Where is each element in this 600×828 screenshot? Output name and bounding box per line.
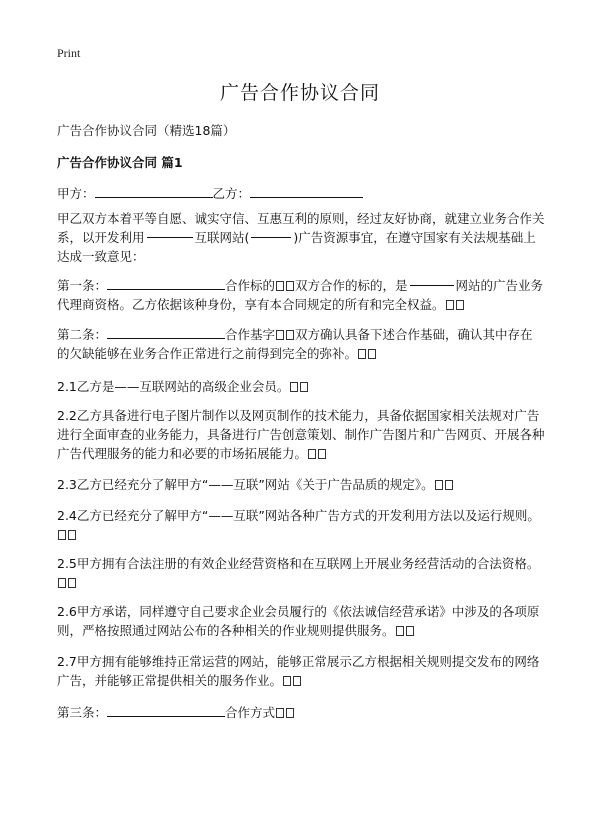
article-2-label: 第二条： (57, 327, 108, 342)
missing-glyph (406, 626, 414, 636)
section-heading: 广告合作协议合同 篇1 (57, 155, 183, 170)
clause-2-5-text: 2.5甲方拥有合法注册的有效企业经营资格和在互联网上开展业务经营活动的合法资格。 (57, 556, 540, 571)
missing-glyph (300, 382, 308, 392)
article-2-text-a: 合作基字 (225, 327, 276, 342)
missing-glyph (308, 449, 316, 459)
intro-paragraph (57, 209, 545, 266)
party-b-label: 乙方： (212, 186, 251, 201)
missing-glyph (368, 349, 376, 359)
party-b-blank (250, 185, 363, 198)
clause-2-6-text: 2.6甲方承诺，同样遵守自己要求企业会员履行的《依法诚信经营承诺》中涉及的各项原则，严格按照通过网站公布的各种相关的作业规则提供服务。 (57, 604, 540, 638)
missing-glyph (396, 626, 404, 636)
missing-glyph (286, 281, 294, 291)
clause-2-4-text: 2.4乙方已经充分了解甲方“——互联”网站各种广告方式的开发利用方法以及运行规则。 (57, 508, 540, 523)
clause-2-3-text: 2.3乙方已经充分了解甲方“——互联”网站《关于广告品质的规定》。 (57, 477, 434, 492)
article-1-text-a: 合作标的 (225, 278, 276, 293)
missing-glyph (276, 330, 284, 340)
clause-2-7-text: 2.7甲方拥有能够维持正常运营的网站，能够正常展示乙方根据相关规则提交发布的网络广告，并能够正常提供相关的服务作业。 (57, 654, 540, 688)
missing-glyph (358, 349, 366, 359)
intro-text-3: )广告资源事宜，在遵守国家有关法规基础上达成一致意见： (57, 230, 536, 264)
article-2-text-b: 双方确认具备下述合作基础，确认其中存在的欠缺能够在业务合作正常进行之前得到完全的弥补。 (57, 327, 533, 361)
missing-glyph (276, 708, 284, 718)
missing-glyph (446, 300, 454, 310)
missing-glyph (68, 530, 76, 540)
article-1-text-c: 网站的广告业务代理商资格。乙方依据该种身份，享有本合同规定的所有和完全权益。 (57, 278, 544, 312)
print-label[interactable]: Print (57, 46, 81, 60)
intro-text-2: 互联网站( (194, 230, 250, 245)
document-subtitle: 广告合作协议合同（精选18篇） (57, 123, 236, 138)
clause-2-2 (57, 406, 545, 463)
blank-dash (147, 237, 193, 238)
missing-glyph (293, 676, 301, 686)
missing-glyph (435, 480, 443, 490)
intro-text-1: 甲乙双方本着平等自愿、诚实守信、互惠互利的原则，经过友好协商，就建立业务合作关系，以开发利用 (57, 211, 545, 245)
missing-glyph (286, 708, 294, 718)
clause-2-2-text: 2.2乙方具备进行电子图片制作以及网页制作的技术能力，具备依据国家相关法规对广告进行全面审查的业务能力，具备进行广告创意策划、制作广告图片和广告网页、开展各种广告代理服务的能力和必要的市场拓展能力。 (57, 408, 545, 461)
party-line (57, 184, 363, 202)
missing-glyph (456, 300, 464, 310)
clause-2-1 (57, 377, 545, 396)
party-a-label: 甲方： (57, 186, 95, 201)
clause-2-5 (57, 554, 545, 592)
article-1-blank (107, 277, 225, 290)
article-2-paragraph (57, 325, 545, 363)
article-3-label: 第三条： (57, 705, 108, 720)
blank-dash (410, 285, 454, 286)
clause-2-1-text: 2.1乙方是——互联网站的高级企业会员。 (57, 379, 290, 394)
missing-glyph (283, 676, 291, 686)
article-1-text-b: 双方合作的标的，是 (295, 278, 408, 293)
missing-glyph (58, 578, 66, 588)
missing-glyph (318, 449, 326, 459)
clause-2-4 (57, 506, 545, 544)
party-a-blank (95, 185, 213, 198)
article-3-paragraph (57, 703, 545, 722)
missing-glyph (276, 281, 284, 291)
missing-glyph (68, 578, 76, 588)
page-title: 广告合作协议合同 (219, 82, 380, 104)
article-1-paragraph (57, 276, 545, 314)
clause-2-7 (57, 652, 545, 690)
article-2-blank (107, 326, 225, 339)
article-3-blank (107, 704, 225, 717)
clause-2-6 (57, 602, 545, 640)
missing-glyph (290, 382, 298, 392)
article-3-text-a: 合作方式 (225, 705, 276, 720)
clause-2-3 (57, 475, 545, 494)
missing-glyph (286, 330, 294, 340)
article-1-label: 第一条： (57, 278, 108, 293)
missing-glyph (58, 530, 66, 540)
missing-glyph (445, 480, 453, 490)
blank-dash (251, 237, 291, 238)
